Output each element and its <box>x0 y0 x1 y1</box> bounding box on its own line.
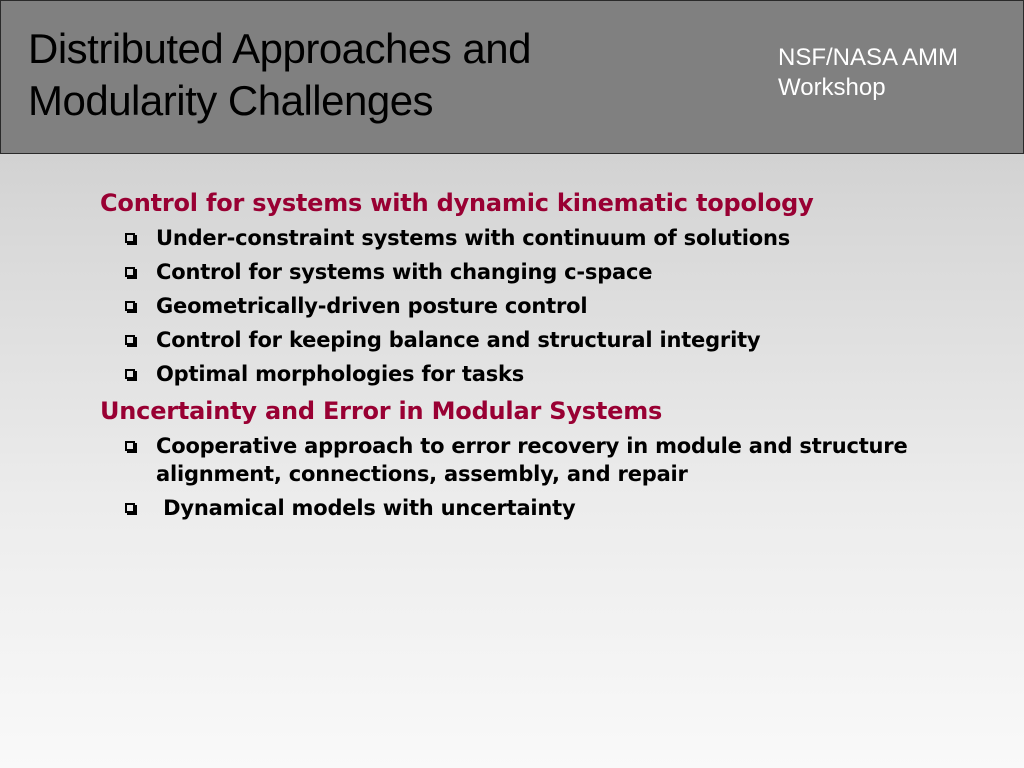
bullet-text: Control for systems with changing c-space <box>156 260 653 284</box>
bullet-text: Optimal morphologies for tasks <box>156 362 525 386</box>
bullet-item <box>122 494 980 522</box>
bullet-list <box>122 224 980 388</box>
bullet-item <box>122 360 980 388</box>
section-heading: Uncertainty and Error in Modular Systems <box>100 397 663 425</box>
bullet-item <box>122 224 980 252</box>
bullet-item <box>122 326 980 354</box>
square-bullet-icon <box>125 301 135 311</box>
slide-body <box>100 186 980 528</box>
bullet-item <box>122 258 980 286</box>
square-bullet-icon <box>125 441 135 451</box>
bullet-text: Control for keeping balance and structural integrity <box>156 328 761 352</box>
workshop-label: NSF/NASA AMM Workshop <box>778 44 959 101</box>
square-bullet-icon <box>125 267 135 277</box>
bullet-list <box>122 432 980 522</box>
section-kinematic-topology <box>100 186 980 388</box>
bullet-text: Cooperative approach to error recovery in module and structure alignment, connections, assembly, and repair <box>156 434 908 486</box>
slide-title: Distributed Approaches and Modularity Challenges <box>28 25 531 124</box>
square-bullet-icon <box>125 369 135 379</box>
square-bullet-icon <box>125 335 135 345</box>
bullet-item <box>122 292 980 320</box>
section-uncertainty-error <box>100 394 980 522</box>
bullet-text: Dynamical models with uncertainty <box>156 496 576 520</box>
bullet-item <box>122 432 980 488</box>
title-banner <box>0 0 1024 154</box>
bullet-text: Geometrically-driven posture control <box>156 294 588 318</box>
section-heading: Control for systems with dynamic kinematic topology <box>100 189 814 217</box>
bullet-text: Under-constraint systems with continuum of solutions <box>156 226 791 250</box>
square-bullet-icon <box>125 233 135 243</box>
square-bullet-icon <box>125 503 135 513</box>
